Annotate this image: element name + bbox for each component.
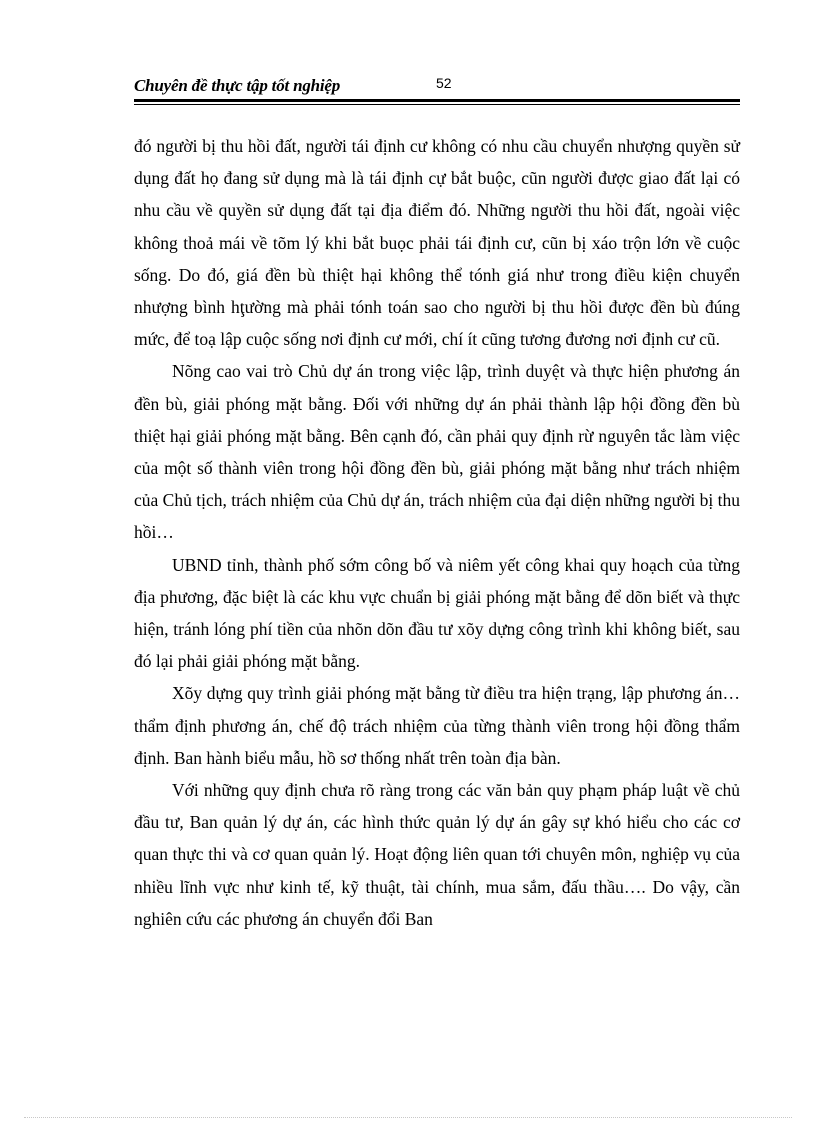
paragraph-legal-regulations: Với những quy định chưa rõ ràng trong các văn bản quy phạm pháp luật về chủ đầu tư, Ban quản lý dự án, các hình thức quản lý dự án gây sự khó hiểu cho các cơ quan thực thi và cơ quan quản lý. Hoạt động liên quan tới chuyên môn, nghiệp vụ của nhiều lĩnh vực như kinh tế, kỹ thuật, tài chính, mua sắm, đấu thầu…. Do vậy, cần nghiên cứu các phương án chuyển đổi Ban: [134, 780, 740, 929]
document-body: [134, 130, 740, 935]
paragraph-project-owner-role: Nõng cao vai trò Chủ dự án trong việc lập, trình duyệt và thực hiện phương án đền bù, giải phóng mặt bằng. Đối với những dự án phải thành lập hội đồng đền bù thiệt hại giải phóng mặt bằng. Bên cạnh đó, cần phải quy định rừ nguyên tắc làm việc của một số thành viên trong hội đồng đền bù, giải phóng mặt bằng như trách nhiệm của Chủ tịch, trách nhiệm của Chủ dự án, trách nhiệm của đại diện những người bị thu hồi…: [134, 361, 740, 543]
paragraph-clearance-procedure: Xõy dựng quy trình giải phóng mặt bằng từ điều tra hiện trạng, lập phương án… thẩm định phương án, chế độ trách nhiệm của từng thành viên trong hội đồng thẩm định. Ban hành biểu mẫu, hồ sơ thống nhất trên toàn địa bàn.: [134, 683, 740, 768]
header-rule-thin: [134, 104, 740, 105]
header-title: Chuyên đề thực tập tốt nghiệp: [134, 76, 341, 95]
header-rule-thick: [134, 99, 740, 102]
page-bottom-border: [24, 1117, 792, 1118]
page-number: 52: [436, 75, 452, 91]
paragraph-public-planning: UBND tỉnh, thành phố sớm công bố và niêm yết công khai quy hoạch của từng địa phương, đặc biệt là các khu vực chuẩn bị giải phóng mặt bằng để dõn biết và thực hiện, tránh lóng phí tiền của nhõn dõn đầu tư xõy dựng công trình khi không biết, sau đó lại phải giải phóng mặt bằng.: [134, 554, 740, 672]
page-header: [134, 74, 740, 100]
paragraph-continuation: đó người bị thu hồi đất, người tái định cư không có nhu cầu chuyển nhượng quyền sử dụng đất họ đang sử dụng mà là tái định cự bắt buộc, cũn người được giao đất lại có nhu cầu về quyền sử dụng đất tại địa điểm đó. Những người thu hồi đất, ngoài việc không thoả mái về tõm lý khi bắt buọc phải tái định cư, cũn bị xáo trộn lớn về cuộc sống. Do đó, giá đền bù thiệt hại không thể tónh giá như trong điều kiện chuyển nhượng bình hţường mà phải tónh toán sao cho người bị thu hồi được đền bù đúng mức, để toạ lập cuộc sống nơi định cư mới, chí ít cũng tương đương nơi định cư cũ.: [134, 136, 740, 350]
